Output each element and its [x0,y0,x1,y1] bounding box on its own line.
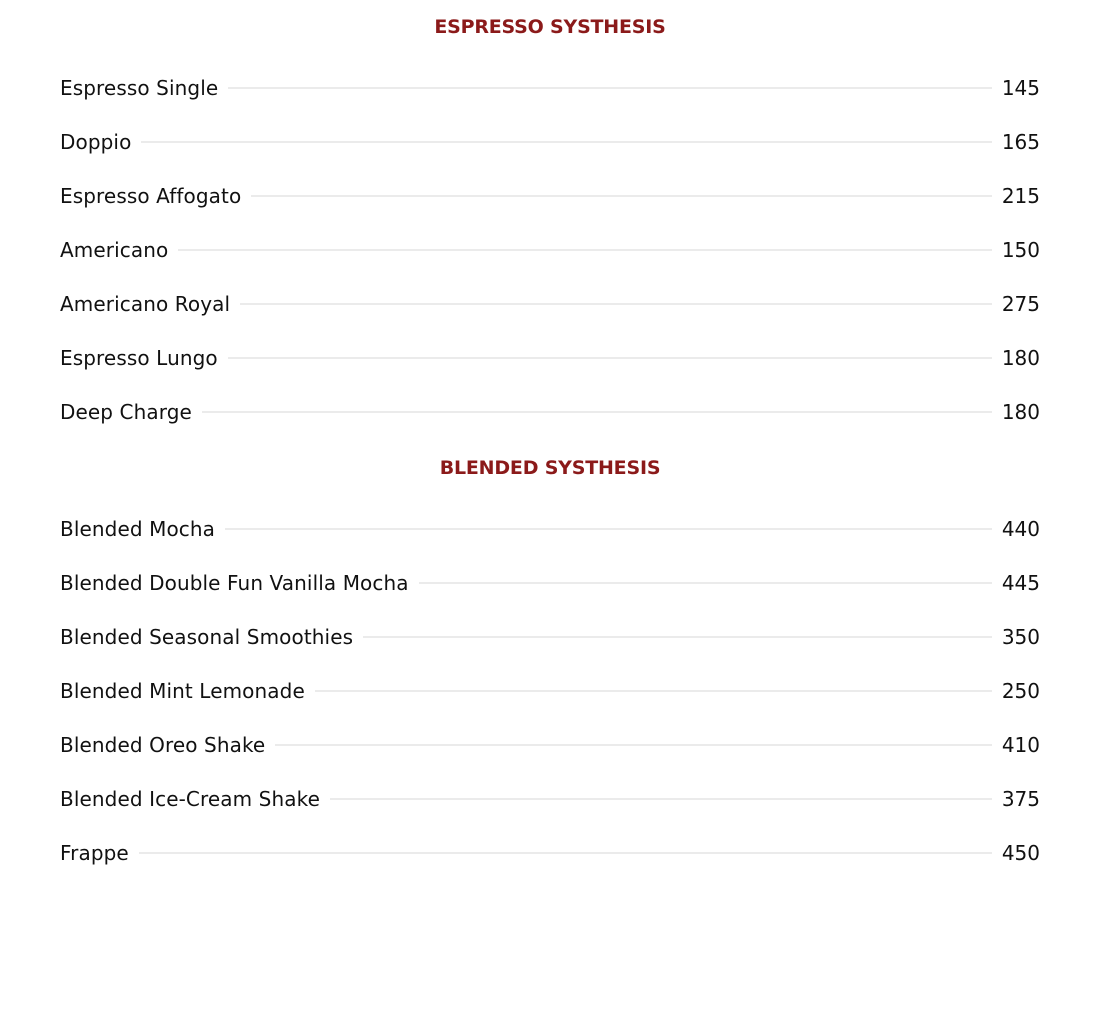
leader-line [363,636,992,638]
item-price: 440 [1001,517,1040,541]
item-price: 150 [1001,238,1040,262]
menu-item [60,169,1040,223]
item-price: 145 [1001,76,1040,100]
item-name: Espresso Lungo [60,346,218,370]
menu-item [60,385,1040,439]
menu-item [60,277,1040,331]
menu-item [60,772,1040,826]
section-title-blended: BLENDED SYSTHESIS [439,457,661,479]
item-price: 215 [1001,184,1040,208]
item-name: Espresso Affogato [60,184,242,208]
menu-list [60,0,1040,880]
leader-line [139,852,992,854]
menu-item [60,718,1040,772]
item-name: Blended Mint Lemonade [60,679,305,703]
item-name: Espresso Single [60,76,219,100]
menu-item [60,502,1040,556]
leader-line [275,744,991,746]
item-price: 275 [1001,292,1040,316]
item-name: Blended Double Fun Vanilla Mocha [60,571,409,595]
item-price: 250 [1001,679,1040,703]
menu-item [60,610,1040,664]
item-name: Blended Seasonal Smoothies [60,625,354,649]
leader-line [228,357,992,359]
menu-item [60,664,1040,718]
menu-item [60,61,1040,115]
leader-line [330,798,992,800]
item-price: 350 [1001,625,1040,649]
leader-line [178,249,992,251]
item-price: 450 [1001,841,1040,865]
item-name: Deep Charge [60,400,192,424]
item-price: 165 [1001,130,1040,154]
leader-line [251,195,992,197]
item-name: Americano Royal [60,292,231,316]
item-price: 180 [1001,346,1040,370]
menu-item [60,223,1040,277]
menu-item [60,826,1040,880]
item-price: 410 [1001,733,1040,757]
leader-line [240,303,992,305]
item-price: 180 [1001,400,1040,424]
menu-item [60,331,1040,385]
section-title-espresso: ESPRESSO SYSTHESIS [434,16,666,38]
section-items-blended [60,502,1040,880]
item-price: 375 [1001,787,1040,811]
item-name: Blended Oreo Shake [60,733,266,757]
leader-line [202,411,992,413]
leader-line [141,141,991,143]
item-name: Americano [60,238,169,262]
leader-line [228,87,992,89]
item-name: Frappe [60,841,129,865]
leader-line [225,528,992,530]
section-items-espresso [60,61,1040,439]
item-name: Doppio [60,130,132,154]
menu-item [60,556,1040,610]
item-price: 445 [1001,571,1040,595]
menu-item [60,115,1040,169]
leader-line [419,582,992,584]
leader-line [315,690,992,692]
item-name: Blended Mocha [60,517,216,541]
item-name: Blended Ice-Cream Shake [60,787,320,811]
